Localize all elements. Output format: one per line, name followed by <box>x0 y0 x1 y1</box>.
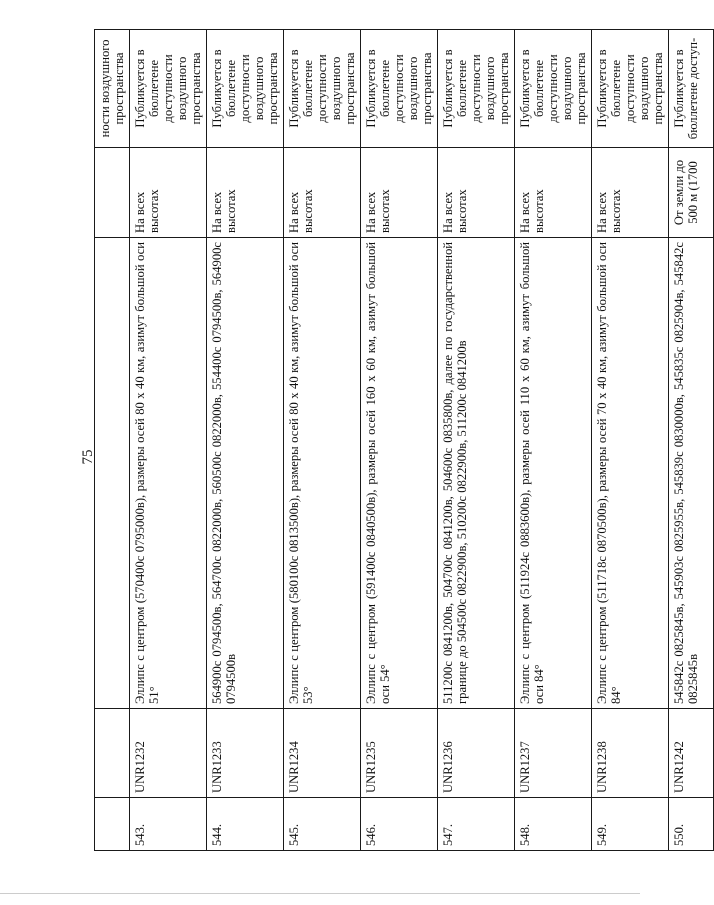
page-number: 75 <box>80 449 96 465</box>
cell-description: 564900с 0794500в, 564700с 0822000в, 560500с 0822000в, 554400с 0794500в, 564900с 0794500в <box>207 238 284 709</box>
cell-altitude: На всех высотах <box>207 148 284 238</box>
cell-altitude: На всех высотах <box>592 148 669 238</box>
cell-number: 549. <box>592 798 669 851</box>
cell-code <box>95 709 130 798</box>
cell-number: 546. <box>361 798 438 851</box>
cell-code: UNR1232 <box>130 709 207 798</box>
cell-description: Эллипс с центром (580100с 0813500в), размеры осей 80 х 40 км, азимут большой оси 53° <box>284 238 361 709</box>
cell-number: 548. <box>515 798 592 851</box>
cell-number: 550. <box>669 798 714 851</box>
cell-code: UNR1238 <box>592 709 669 798</box>
table-row-continuation <box>95 30 130 851</box>
cell-description: Эллипс с центром (511718с 0870500в), размеры осей 70 х 40 км, азимут большой оси 84° <box>592 238 669 709</box>
cell-altitude: На всех высотах <box>361 148 438 238</box>
cell-code: UNR1235 <box>361 709 438 798</box>
cell-altitude: На всех высотах <box>130 148 207 238</box>
cell-code: UNR1237 <box>515 709 592 798</box>
cell-note: Публикуется в бюллетене доступ- <box>669 30 714 148</box>
cell-note: Публикуется в бюллетене доступности воздушного пространства <box>207 30 284 148</box>
table-row <box>438 30 515 851</box>
table-row <box>592 30 669 851</box>
cell-description: Эллипс с центром (511924с 0883600в), размеры осей 110 х 60 км, азимут большой оси 84° <box>515 238 592 709</box>
table-row <box>361 30 438 851</box>
cell-code: UNR1234 <box>284 709 361 798</box>
restricted-areas-table <box>94 29 714 851</box>
table-row <box>669 30 714 851</box>
cell-description: 511200с 0841200в, 504700с 0841200в, 504600с 0835800в, далее по государственной границе до 504500с 0822900в, 510200с 0822900в, 511200с 0841200в <box>438 238 515 709</box>
cell-description <box>95 238 130 709</box>
cell-note: Публикуется в бюллетене доступности воздушного пространства <box>438 30 515 148</box>
cell-altitude <box>95 148 130 238</box>
cell-altitude: От земли до 500 м (1700 <box>669 148 714 238</box>
cell-number: 545. <box>284 798 361 851</box>
cell-number: 544. <box>207 798 284 851</box>
cell-description: Эллипс с центром (591400с 0840500в), размеры осей 160 х 60 км, азимут большой оси 54° <box>361 238 438 709</box>
table-row <box>284 30 361 851</box>
cell-number: 543. <box>130 798 207 851</box>
table-row <box>207 30 284 851</box>
cell-note: Публикуется в бюллетене доступности воздушного пространства <box>515 30 592 148</box>
cell-code: UNR1233 <box>207 709 284 798</box>
table-row <box>130 30 207 851</box>
cell-number: 547. <box>438 798 515 851</box>
cell-note: Публикуется в бюллетене доступности воздушного пространства <box>130 30 207 148</box>
cell-altitude: На всех высотах <box>438 148 515 238</box>
cell-note: Публикуется в бюллетене доступности воздушного пространства <box>592 30 669 148</box>
rotated-table-wrapper <box>94 37 700 851</box>
table-row <box>515 30 592 851</box>
cell-note: Публикуется в бюллетене доступности воздушного пространства <box>284 30 361 148</box>
cell-note: ности воздушного пространства <box>95 30 130 148</box>
cell-number <box>95 798 130 851</box>
cell-altitude: На всех высотах <box>515 148 592 238</box>
cell-code: UNR1236 <box>438 709 515 798</box>
page-bottom-divider <box>0 893 640 894</box>
cell-description: 545842с 0825845в, 545903с 0825955в, 545839с 0830000в, 545835с 0825904в, 545842с 0825845в <box>669 238 714 709</box>
cell-code: UNR1242 <box>669 709 714 798</box>
cell-note: Публикуется в бюллетене доступности воздушного пространства <box>361 30 438 148</box>
cell-description: Эллипс с центром (570400с 0795000в), размеры осей 80 х 40 км, азимут большой оси 51° <box>130 238 207 709</box>
cell-altitude: На всех высотах <box>284 148 361 238</box>
